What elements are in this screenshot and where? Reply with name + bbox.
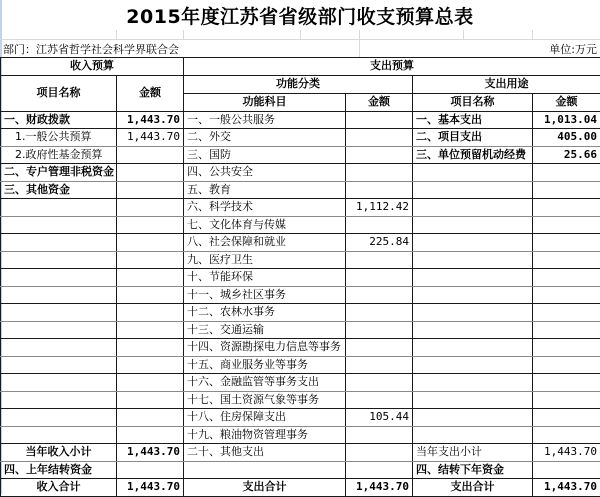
table-row — [1, 426, 600, 444]
use-amount[interactable] — [533, 286, 600, 304]
function-subject[interactable]: 十八、住房保障支出 — [184, 409, 346, 427]
use-item-name[interactable] — [413, 181, 533, 199]
table-row — [1, 339, 600, 357]
function-amount[interactable] — [346, 321, 413, 339]
function-subject[interactable]: 八、社会保障和就业 — [184, 234, 346, 252]
income-item-name[interactable] — [1, 269, 117, 287]
income-amount[interactable] — [117, 251, 184, 269]
income-amount[interactable] — [117, 199, 184, 217]
use-item-name[interactable]: 当年支出小计 — [413, 444, 533, 462]
function-subject[interactable]: 三、国防 — [184, 146, 346, 164]
function-subject-header: 功能科目 — [184, 93, 346, 111]
function-amount[interactable] — [346, 111, 413, 129]
table-row — [1, 181, 600, 199]
unit-label: 单位:万元 — [549, 41, 600, 57]
function-class-header: 功能分类 — [184, 75, 413, 93]
use-item-name[interactable] — [413, 391, 533, 409]
income-item-name[interactable] — [1, 356, 117, 374]
income-amount[interactable] — [117, 164, 184, 182]
function-subject[interactable]: 十九、粮油物资管理事务 — [184, 426, 346, 444]
income-item-name[interactable]: 四、上年结转资金 — [1, 461, 117, 479]
use-item-name[interactable] — [413, 321, 533, 339]
table-row — [1, 146, 600, 164]
use-item-name[interactable] — [413, 234, 533, 252]
function-subject[interactable]: 七、文化体育与传媒 — [184, 216, 346, 234]
expense-budget-header: 支出预算 — [184, 58, 600, 76]
function-subject[interactable] — [184, 461, 346, 479]
income-item-name[interactable] — [1, 286, 117, 304]
income-total-label: 收入合计 — [1, 479, 117, 497]
function-subject[interactable]: 九、医疗卫生 — [184, 251, 346, 269]
function-subject[interactable]: 二十、其他支出 — [184, 444, 346, 462]
function-amount[interactable] — [346, 444, 413, 462]
function-total-amount: 1,443.70 — [346, 479, 413, 497]
function-subject[interactable]: 十五、商业服务业等事务 — [184, 356, 346, 374]
function-amount[interactable]: 1,112.42 — [346, 199, 413, 217]
income-item-name[interactable] — [1, 409, 117, 427]
table-row — [1, 304, 600, 322]
sheet-title: 2015年度江苏省省级部门收支预算总表 — [0, 0, 600, 30]
table-row — [1, 461, 600, 479]
function-amount[interactable] — [346, 181, 413, 199]
use-amount[interactable] — [533, 426, 600, 444]
use-item-name[interactable] — [413, 251, 533, 269]
income-amount[interactable] — [117, 356, 184, 374]
income-item-name[interactable] — [1, 391, 117, 409]
use-item-name[interactable]: 二、项目支出 — [413, 129, 533, 147]
use-item-name[interactable] — [413, 286, 533, 304]
function-subject[interactable]: 十二、农林水事务 — [184, 304, 346, 322]
table-row — [1, 391, 600, 409]
function-amount[interactable]: 105.44 — [346, 409, 413, 427]
department-label: 部门：江苏省哲学社会科学界联合会 — [0, 41, 549, 57]
use-amount[interactable]: 1,443.70 — [533, 444, 600, 462]
use-total-amount: 1,443.70 — [533, 479, 600, 497]
income-amount[interactable]: 1,443.70 — [117, 129, 184, 147]
use-item-name-header: 项目名称 — [413, 93, 533, 111]
function-amount[interactable] — [346, 339, 413, 357]
use-item-name[interactable] — [413, 426, 533, 444]
function-subject[interactable]: 十六、金融监管等事务支出 — [184, 374, 346, 392]
expense-use-header: 支出用途 — [413, 75, 600, 93]
function-amount[interactable] — [346, 216, 413, 234]
function-amount[interactable]: 225.84 — [346, 234, 413, 252]
income-item-name[interactable]: 1.一般公共预算 — [1, 129, 117, 147]
income-amount[interactable] — [117, 286, 184, 304]
income-amount[interactable] — [117, 146, 184, 164]
budget-table — [0, 57, 600, 497]
use-amount[interactable] — [533, 216, 600, 234]
use-amount[interactable] — [533, 321, 600, 339]
income-item-name[interactable] — [1, 234, 117, 252]
use-item-name[interactable] — [413, 339, 533, 357]
use-total-label: 支出合计 — [413, 479, 533, 497]
function-amount[interactable] — [346, 426, 413, 444]
table-row — [1, 356, 600, 374]
table-row — [1, 321, 600, 339]
income-item-name[interactable] — [1, 374, 117, 392]
function-amount-header: 金额 — [346, 93, 413, 111]
income-item-name[interactable]: 一、财政拨款 — [1, 111, 117, 129]
income-item-name[interactable]: 二、专户管理非税资金 — [1, 164, 117, 182]
use-amount[interactable] — [533, 461, 600, 479]
function-amount[interactable] — [346, 304, 413, 322]
amount-header: 金额 — [117, 75, 184, 111]
table-row — [1, 269, 600, 287]
use-amount-header: 金额 — [533, 93, 600, 111]
income-item-name[interactable] — [1, 426, 117, 444]
function-amount[interactable] — [346, 129, 413, 147]
income-item-name[interactable] — [1, 321, 117, 339]
item-name-header: 项目名称 — [1, 75, 117, 111]
table-row — [1, 444, 600, 462]
use-item-name[interactable]: 一、基本支出 — [413, 111, 533, 129]
income-item-name[interactable] — [1, 339, 117, 357]
use-amount[interactable]: 405.00 — [533, 129, 600, 147]
use-amount[interactable] — [533, 374, 600, 392]
expense-total-label: 支出合计 — [184, 479, 346, 497]
function-subject[interactable]: 十七、国土资源气象等事务 — [184, 391, 346, 409]
table-row — [1, 234, 600, 252]
income-item-name[interactable]: 三、其他资金 — [1, 181, 117, 199]
use-item-name[interactable] — [413, 409, 533, 427]
function-amount[interactable] — [346, 164, 413, 182]
function-subject[interactable]: 十三、交通运输 — [184, 321, 346, 339]
table-row — [1, 216, 600, 234]
function-subject[interactable]: 二、外交 — [184, 129, 346, 147]
table-row — [1, 129, 600, 147]
income-amount[interactable] — [117, 461, 184, 479]
use-amount[interactable] — [533, 251, 600, 269]
use-item-name[interactable]: 三、单位预留机动经费 — [413, 146, 533, 164]
function-subject[interactable]: 十一、城乡社区事务 — [184, 286, 346, 304]
function-subject[interactable]: 六、科学技术 — [184, 199, 346, 217]
use-amount[interactable] — [533, 181, 600, 199]
income-amount[interactable] — [117, 374, 184, 392]
use-amount[interactable]: 1,013.04 — [533, 111, 600, 129]
function-amount[interactable] — [346, 146, 413, 164]
use-amount[interactable] — [533, 269, 600, 287]
function-amount[interactable] — [346, 251, 413, 269]
function-amount[interactable] — [346, 391, 413, 409]
income-amount[interactable] — [117, 181, 184, 199]
use-item-name[interactable] — [413, 374, 533, 392]
table-row — [1, 286, 600, 304]
table-row — [1, 251, 600, 269]
function-subject[interactable]: 一、一般公共服务 — [184, 111, 346, 129]
function-amount[interactable] — [346, 461, 413, 479]
income-item-name[interactable] — [1, 304, 117, 322]
income-total-amount: 1,443.70 — [117, 479, 184, 497]
use-amount[interactable] — [533, 356, 600, 374]
use-amount[interactable] — [533, 339, 600, 357]
function-amount[interactable] — [346, 356, 413, 374]
function-amount[interactable] — [346, 374, 413, 392]
use-amount[interactable] — [533, 409, 600, 427]
use-item-name[interactable]: 四、结转下年资金 — [413, 461, 533, 479]
income-item-name[interactable] — [1, 216, 117, 234]
function-amount[interactable] — [346, 269, 413, 287]
income-item-name[interactable] — [1, 251, 117, 269]
use-amount[interactable] — [533, 164, 600, 182]
function-subject[interactable]: 四、公共安全 — [184, 164, 346, 182]
function-subject[interactable]: 十四、资源勘探电力信息等事务 — [184, 339, 346, 357]
use-amount[interactable] — [533, 199, 600, 217]
income-amount[interactable]: 1,443.70 — [117, 111, 184, 129]
table-row — [1, 409, 600, 427]
use-item-name[interactable] — [413, 216, 533, 234]
income-amount[interactable] — [117, 234, 184, 252]
use-amount[interactable] — [533, 234, 600, 252]
use-item-name[interactable] — [413, 199, 533, 217]
use-item-name[interactable] — [413, 304, 533, 322]
function-subject[interactable]: 五、教育 — [184, 181, 346, 199]
table-row — [1, 164, 600, 182]
income-amount[interactable] — [117, 216, 184, 234]
income-item-name[interactable]: 2.政府性基金预算 — [1, 146, 117, 164]
income-amount[interactable] — [117, 426, 184, 444]
income-amount[interactable]: 1,443.70 — [117, 444, 184, 462]
income-amount[interactable] — [117, 304, 184, 322]
department-row — [0, 40, 600, 57]
use-item-name[interactable] — [413, 269, 533, 287]
empty-grid-row — [0, 30, 600, 40]
table-row — [1, 199, 600, 217]
income-amount[interactable] — [117, 269, 184, 287]
use-amount[interactable] — [533, 304, 600, 322]
income-item-name[interactable] — [1, 199, 117, 217]
income-amount[interactable] — [117, 339, 184, 357]
use-amount[interactable]: 25.66 — [533, 146, 600, 164]
income-amount[interactable] — [117, 391, 184, 409]
use-amount[interactable] — [533, 391, 600, 409]
income-amount[interactable] — [117, 321, 184, 339]
income-amount[interactable] — [117, 409, 184, 427]
income-budget-header: 收入预算 — [1, 58, 184, 76]
function-subject[interactable]: 十、节能环保 — [184, 269, 346, 287]
use-item-name[interactable] — [413, 164, 533, 182]
table-row — [1, 111, 600, 129]
use-item-name[interactable] — [413, 356, 533, 374]
function-amount[interactable] — [346, 286, 413, 304]
income-item-name[interactable]: 当年收入小计 — [1, 444, 117, 462]
table-row — [1, 374, 600, 392]
